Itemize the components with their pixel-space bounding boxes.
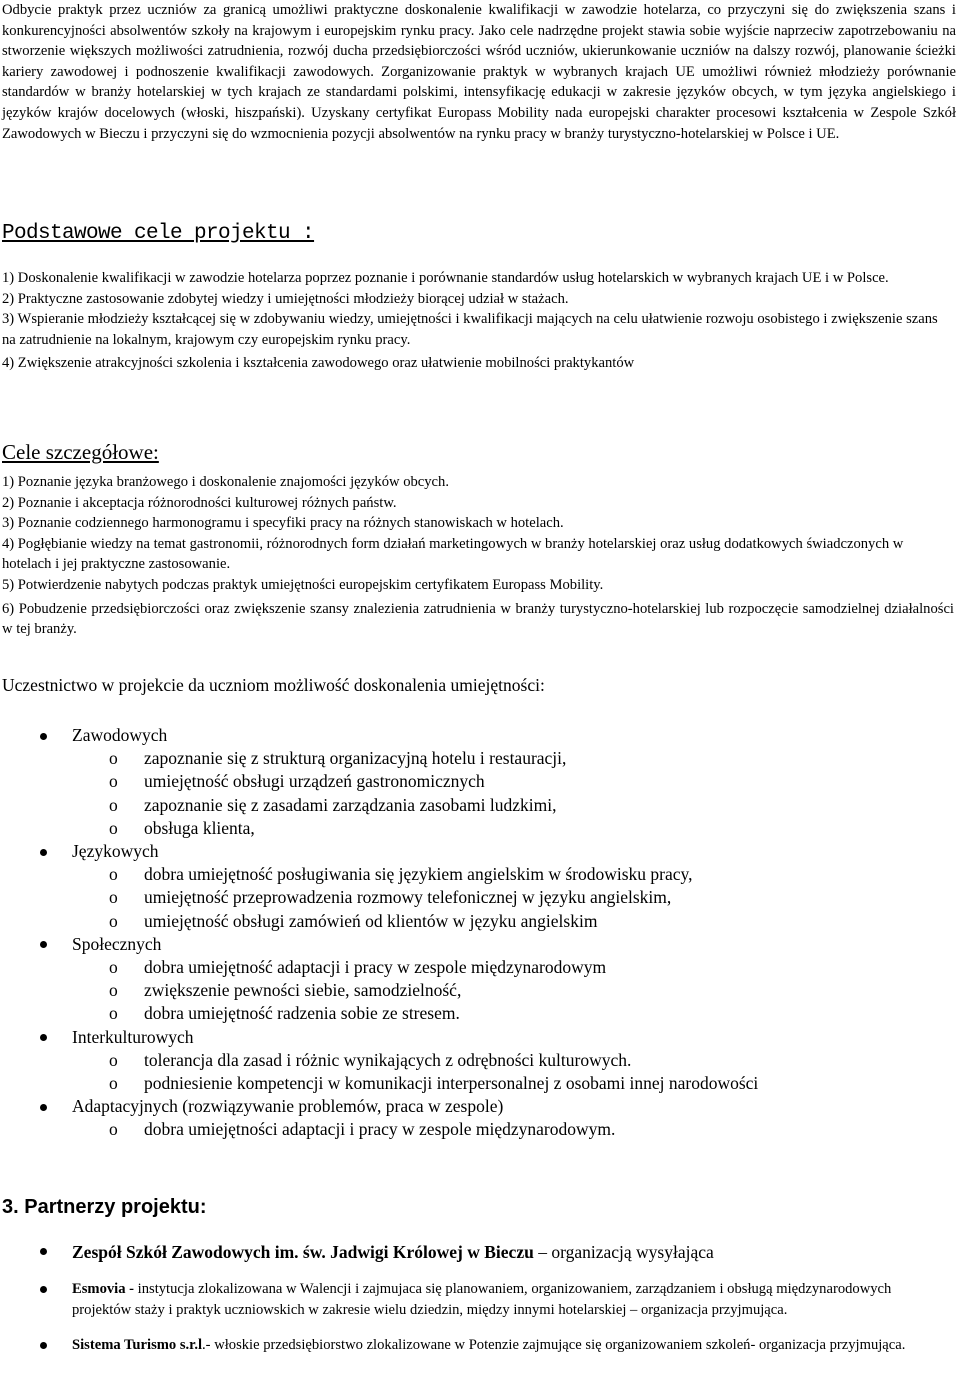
detailed-goal-item: 5) Potwierdzenie nabytych podczas praktyk umiejętności europejskim certyfikatem Europass Mobility. (2, 576, 604, 593)
partner-desc: .- włoskie przedsiębiorstwo zlokalizowane w Potenzie zajmujące się organizowaniem szkoleń- organizacja przyjmująca. (202, 1336, 906, 1353)
partner-desc: instytucja zlokalizowana w Walencji i zajmujaca się planowaniem, organizowaniem, zarządzaniem i obsługą międzynarodowych projektów staży i praktyk uczniowskich w zakresie wielu dziedzin, między innymi hotelarskiej – organizacja przyjmująca. (72, 1281, 892, 1318)
basic-goal-item: 1) Doskonalenie kwalifikacji w zawodzie hotelarza poprzez poznanie i porównanie standardów usług hotelarskich w wybranych krajach UE i w Polsce. (2, 270, 889, 286)
partner-desc: – organizacją wysyłająca (533, 1242, 714, 1262)
skill-category: Zawodowych (0, 724, 900, 747)
basic-goals-heading: Podstawowe cele projektu : (2, 222, 315, 245)
skill-item: o obsługa klienta, (0, 817, 900, 840)
detailed-goal-item: 2) Poznanie i akceptacja różnorodności kulturowej różnych państw. (2, 494, 397, 511)
partner-item (0, 1240, 950, 1264)
skill-item: o dobra umiejętność radzenia sobie ze stresem. (0, 1002, 900, 1025)
partner-name: Zespół Szkół Zawodowych im. św. Jadwigi Królowej w Bieczu (72, 1242, 534, 1262)
skill-item: o tolerancja dla zasad i różnic wynikających z odrębności kulturowych. (0, 1049, 900, 1072)
detailed-goals-list (2, 472, 954, 640)
skills-lead: Uczestnictwo w projekcie da uczniom możliwość doskonalenia umiejętności: (2, 675, 545, 695)
basic-goal-item: 4) Zwiększenie atrakcyjności szkolenia i kształcenia zawodowego oraz ułatwienie mobilności praktykantów (2, 355, 635, 372)
skill-category: Adaptacyjnych (rozwiązywanie problemów, praca w zespole) (0, 1095, 900, 1118)
partner-item (0, 1279, 950, 1321)
basic-goal-item: 3) Wspieranie młodzieży kształcącej się w zdobywaniu wiedzy, umiejętności i kwalifikacji mających na celu ułatwienie rozwoju osobistego i zwiększenie szans na zatrudnienie na lokalnym, krajowym czy europejskim rynku pracy. (2, 311, 938, 348)
intro-paragraph: Odbycie praktyk przez uczniów za granicą umożliwi praktyczne doskonalenie kwalifikacji w zawodzie hotelarza, co przyczyni się do zwiększenia szans i konkurencyjności absolwentów szkoły na krajowym i europejskim rynku pracy. Jako cele nadrzędne projekt stawia sobie wyjście naprzeciw zapotrzebowaniu na stworzenie większych możliwości zatrudnienia, rozwój ducha przedsiębiorczości wśród uczniów, ukierunkowanie uczniów na dalszy rozwój, planowanie ścieżki kariery zawodowej i podnoszenie kwalifikacji zawodowych. Zorganizowanie praktyk w wybranych krajach UE umożliwi również młodzieży porównanie standardów w branży hotelarskiej w tych krajach ze standardami polskimi, intensyfikację edukacji w zakresie języków obcych, w tym języka angielskiego i języków krajów docelowych (włoski, hiszpański). Uzyskany certyfikat Europass Mobility nada europejski charakter procesowi kształcenia w Zespole Szkół Zawodowych w Bieczu i przyczyni się do wzmocnienia pozycji absolwentów na rynku pracy w branży turystyczno-hotelarskiej w Polsce i UE. (2, 2, 956, 142)
partner-item (0, 1335, 950, 1356)
detailed-goal-item: 3) Poznanie codziennego harmonogramu i specyfiki pracy na różnych stanowiskach w hotelach. (2, 515, 564, 532)
skill-item: o zapoznanie się z strukturą organizacyjną hotelu i restauracji, (0, 747, 900, 770)
skill-item: o podniesienie kompetencji w komunikacji interpersonalnej z osobami innej narodowości (0, 1072, 900, 1095)
partner-name: Esmovia - (72, 1281, 135, 1297)
partner-name: Sistema Turismo s.r.l (72, 1336, 203, 1353)
skill-item: o umiejętność obsługi urządzeń gastronomicznych (0, 770, 900, 793)
partners-heading: 3. Partnerzy projektu: (2, 1196, 207, 1218)
skill-item: o umiejętność przeprowadzenia rozmowy telefonicznej w języku angielskim, (0, 886, 900, 909)
skill-category: Interkulturowych (0, 1026, 900, 1049)
skill-category: Językowych (0, 840, 900, 863)
detailed-goals-heading: Cele szczegółowe: (2, 440, 159, 464)
basic-goal-item: 2) Praktyczne zastosowanie zdobytej wiedzy i umiejętności młodzieży biorącej udział w stażach. (2, 290, 569, 307)
detailed-goal-item: 6) Pobudzenie przedsiębiorczości oraz zwiększenie szansy znalezienia zatrudnienia w branży turystyczno-hotelarskiej lub rozpoczęcie samodzielnej działalności w tej branży. (2, 600, 954, 638)
skill-item: o umiejętność obsługi zamówień od klientów w języku angielskim (0, 910, 900, 933)
skill-item: o zapoznanie się z zasadami zarządzania zasobami ludzkimi, (0, 794, 900, 817)
skill-item: o zwiększenie pewności siebie, samodzielność, (0, 979, 900, 1002)
skill-item: o dobra umiejętność posługiwania się językiem angielskim w środowisku pracy, (0, 863, 900, 886)
skill-item: o dobra umiejętność adaptacji i pracy w zespole międzynarodowym (0, 956, 900, 979)
document-page (0, 0, 960, 144)
detailed-goal-item: 4) Pogłębianie wiedzy na temat gastronomii, różnorodnych form działań marketingowych w branży hotelarskiej oraz usług dodatkowych świadczonych w hotelach i jej praktyczne zastosowanie. (2, 535, 904, 573)
skill-category: Społecznych (0, 933, 900, 956)
basic-goals-list (2, 268, 954, 374)
detailed-goal-item: 1) Poznanie języka branżowego i doskonalenie znajomości języków obcych. (2, 474, 449, 490)
skill-item: o dobra umiejętności adaptacji i pracy w zespole międzynarodowym. (0, 1118, 900, 1141)
skills-list (0, 724, 900, 1142)
partners-list (0, 1240, 950, 1355)
